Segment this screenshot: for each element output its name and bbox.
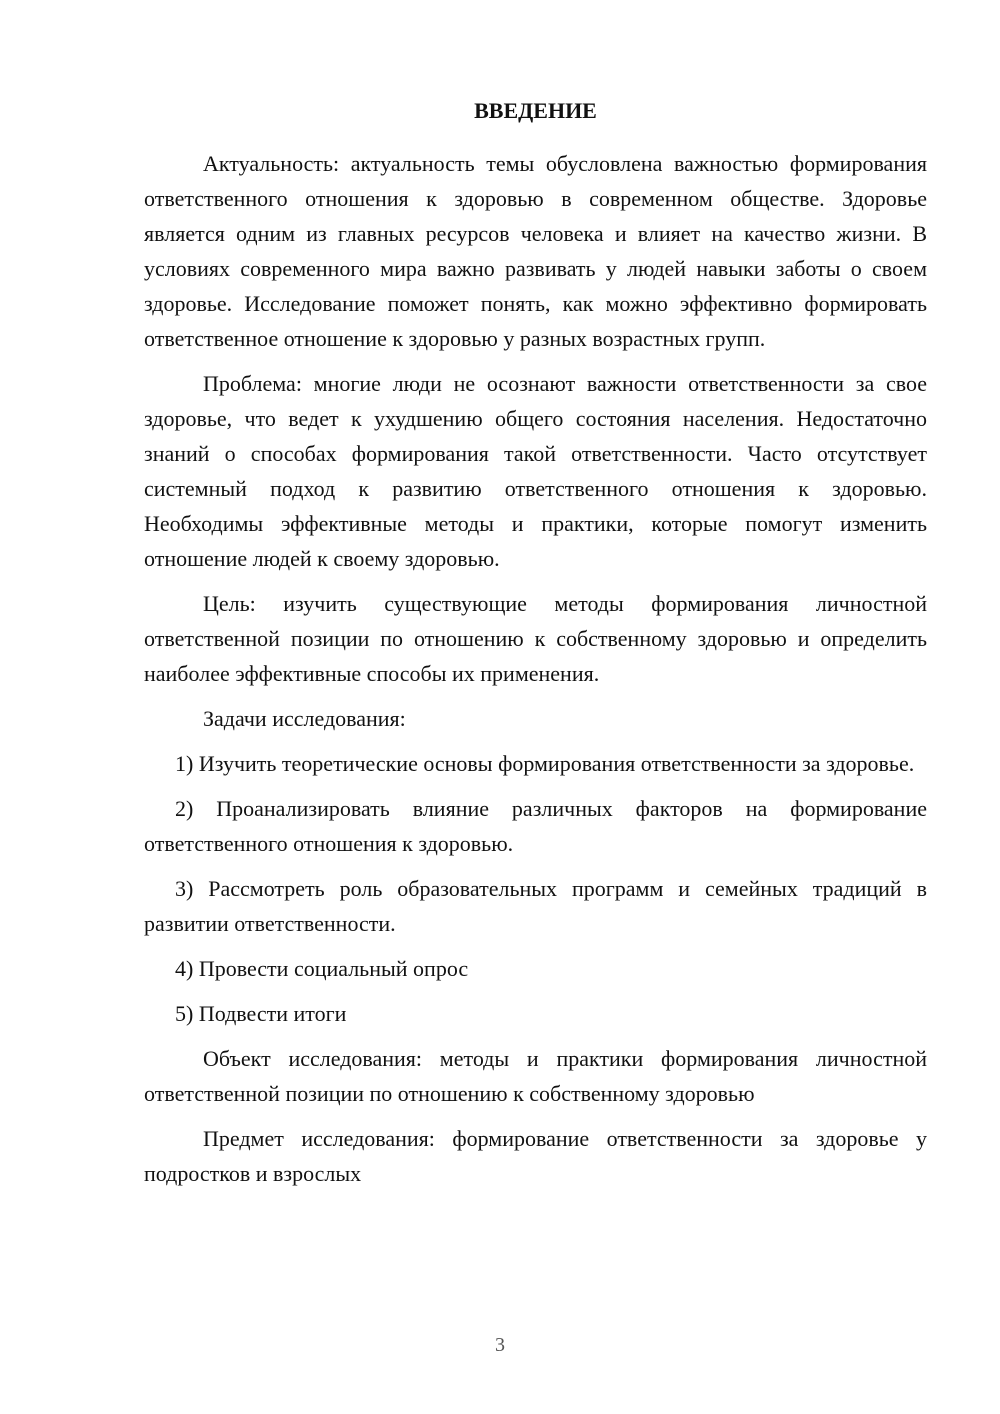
task-item-3: 3) Рассмотреть роль образовательных программ и семейных традиций в развитии ответственности. xyxy=(144,876,927,936)
task-item-1: 1) Изучить теоретические основы формирования ответственности за здоровье. xyxy=(175,751,915,776)
object-paragraph: Объект исследования: методы и практики формирования личностной ответственной позиции по отношению к собственному здоровью xyxy=(144,1046,927,1106)
page-number: 3 xyxy=(495,1334,505,1356)
subject-paragraph: Предмет исследования: формирование ответственности за здоровье у подростков и взрослых xyxy=(144,1126,927,1186)
document-page xyxy=(144,96,927,1201)
task-item-2: 2) Проанализировать влияние различных факторов на формирование ответственного отношения к здоровью. xyxy=(144,796,927,856)
problem-paragraph: Проблема: многие люди не осознают важности ответственности за свое здоровье, что ведет к ухудшению общего состояния населения. Недостаточно знаний о способах формирования такой ответственности. Часто отсутствует системный подход к развитию ответственного отношения к здоровью. Необходимы эффективные методы и практики, которые помогут изменить отношение людей к своему здоровью. xyxy=(144,371,927,571)
page-title: ВВЕДЕНИЕ xyxy=(474,98,597,123)
relevance-paragraph: Актуальность: актуальность темы обусловлена важностью формирования ответственного отношения к здоровью в современном обществе. Здоровье является одним из главных ресурсов человека и влияет на качество жизни. В условиях современного мира важно развивать у людей навыки заботы о своем здоровье. Исследование поможет понять, как можно эффективно формировать ответственное отношение к здоровью у разных возрастных групп. xyxy=(144,151,927,351)
task-item-5: 5) Подвести итоги xyxy=(175,1001,347,1026)
task-item-4: 4) Провести социальный опрос xyxy=(175,956,469,981)
tasks-heading: Задачи исследования: xyxy=(203,706,406,731)
goal-paragraph: Цель: изучить существующие методы формирования личностной ответственной позиции по отношению к собственному здоровью и определить наиболее эффективные способы их применения. xyxy=(144,591,927,686)
